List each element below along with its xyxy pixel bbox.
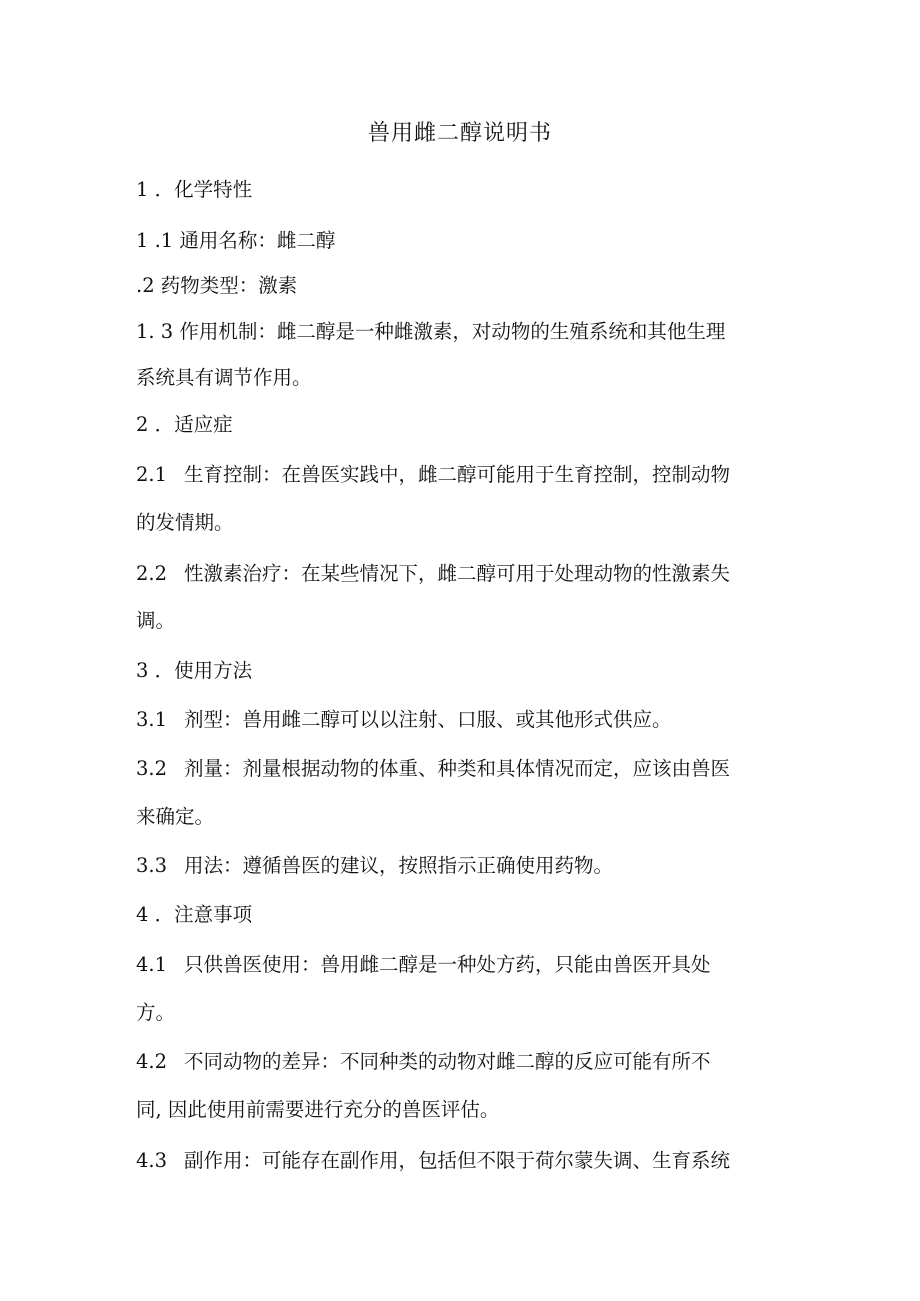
item-number: 3.3 [136, 854, 168, 877]
item-mechanism-line2: 系统具有调节作用。 [136, 366, 312, 389]
item-text: 用法：遵循兽医的建议，按照指示正确使用药物。 [184, 854, 614, 877]
item-number: 3.1 [136, 708, 168, 731]
item-drug-type: .2 药物类型：激素 [136, 274, 298, 297]
document-title: 兽用雌二醇说明书 [367, 121, 552, 146]
item-text: 剂量：剂量根据动物的体重、种类和具体情况而定，应该由兽医 [184, 757, 731, 780]
item-text: 不同动物的差异：不同种类的动物对雌二醇的反应可能有所不 [184, 1050, 711, 1073]
item-text: 只供兽医使用：兽用雌二醇是一种处方药，只能由兽医开具处 [184, 953, 711, 976]
item-text: 副作用：可能存在副作用，包括但不限于荷尔蒙失调、生育系统 [184, 1149, 731, 1172]
item-number: 4.2 [136, 1050, 168, 1073]
item-dosage-line2: 来确定。 [136, 805, 215, 828]
item-species-difference-line2: 同, 因此使用前需要进行充分的兽医评估。 [136, 1098, 500, 1121]
item-hormone-therapy-line2: 调。 [136, 609, 176, 632]
item-generic-name: 1 .1 通用名称：雌二醇 [136, 229, 336, 252]
item-administration [136, 851, 796, 881]
item-fertility-control-line2: 的发情期。 [136, 511, 234, 534]
item-hormone-therapy-line1 [136, 559, 796, 589]
item-number: 3.2 [136, 757, 168, 780]
item-vet-only-line2: 方。 [136, 1001, 176, 1024]
item-number: 2.2 [136, 562, 168, 585]
section-heading-indications: 2 ．适应症 [136, 413, 233, 436]
section-heading-usage: 3 ．使用方法 [136, 659, 253, 682]
item-dosage-form [136, 705, 796, 735]
item-vet-only-line1 [136, 950, 796, 980]
item-number: 4.1 [136, 953, 168, 976]
item-text: 剂型：兽用雌二醇可以以注射、口服、或其他形式供应。 [184, 708, 672, 731]
item-species-difference-line1 [136, 1047, 796, 1077]
item-fertility-control-line1 [136, 460, 796, 490]
item-number: 4.3 [136, 1149, 168, 1172]
item-mechanism-line1: 1. 3 作用机制：雌二醇是一种雌激素，对动物的生殖系统和其他生理 [136, 320, 726, 343]
item-text: 性激素治疗：在某些情况下，雌二醇可用于处理动物的性激素失 [184, 562, 731, 585]
section-heading-chemical-properties: 1 ．化学特性 [136, 178, 253, 201]
item-side-effects-line1 [136, 1146, 796, 1176]
item-text: 生育控制：在兽医实践中，雌二醇可能用于生育控制，控制动物 [184, 463, 731, 486]
section-heading-precautions: 4 ．注意事项 [136, 903, 253, 926]
item-number: 2.1 [136, 463, 168, 486]
item-dosage-line1 [136, 754, 796, 784]
